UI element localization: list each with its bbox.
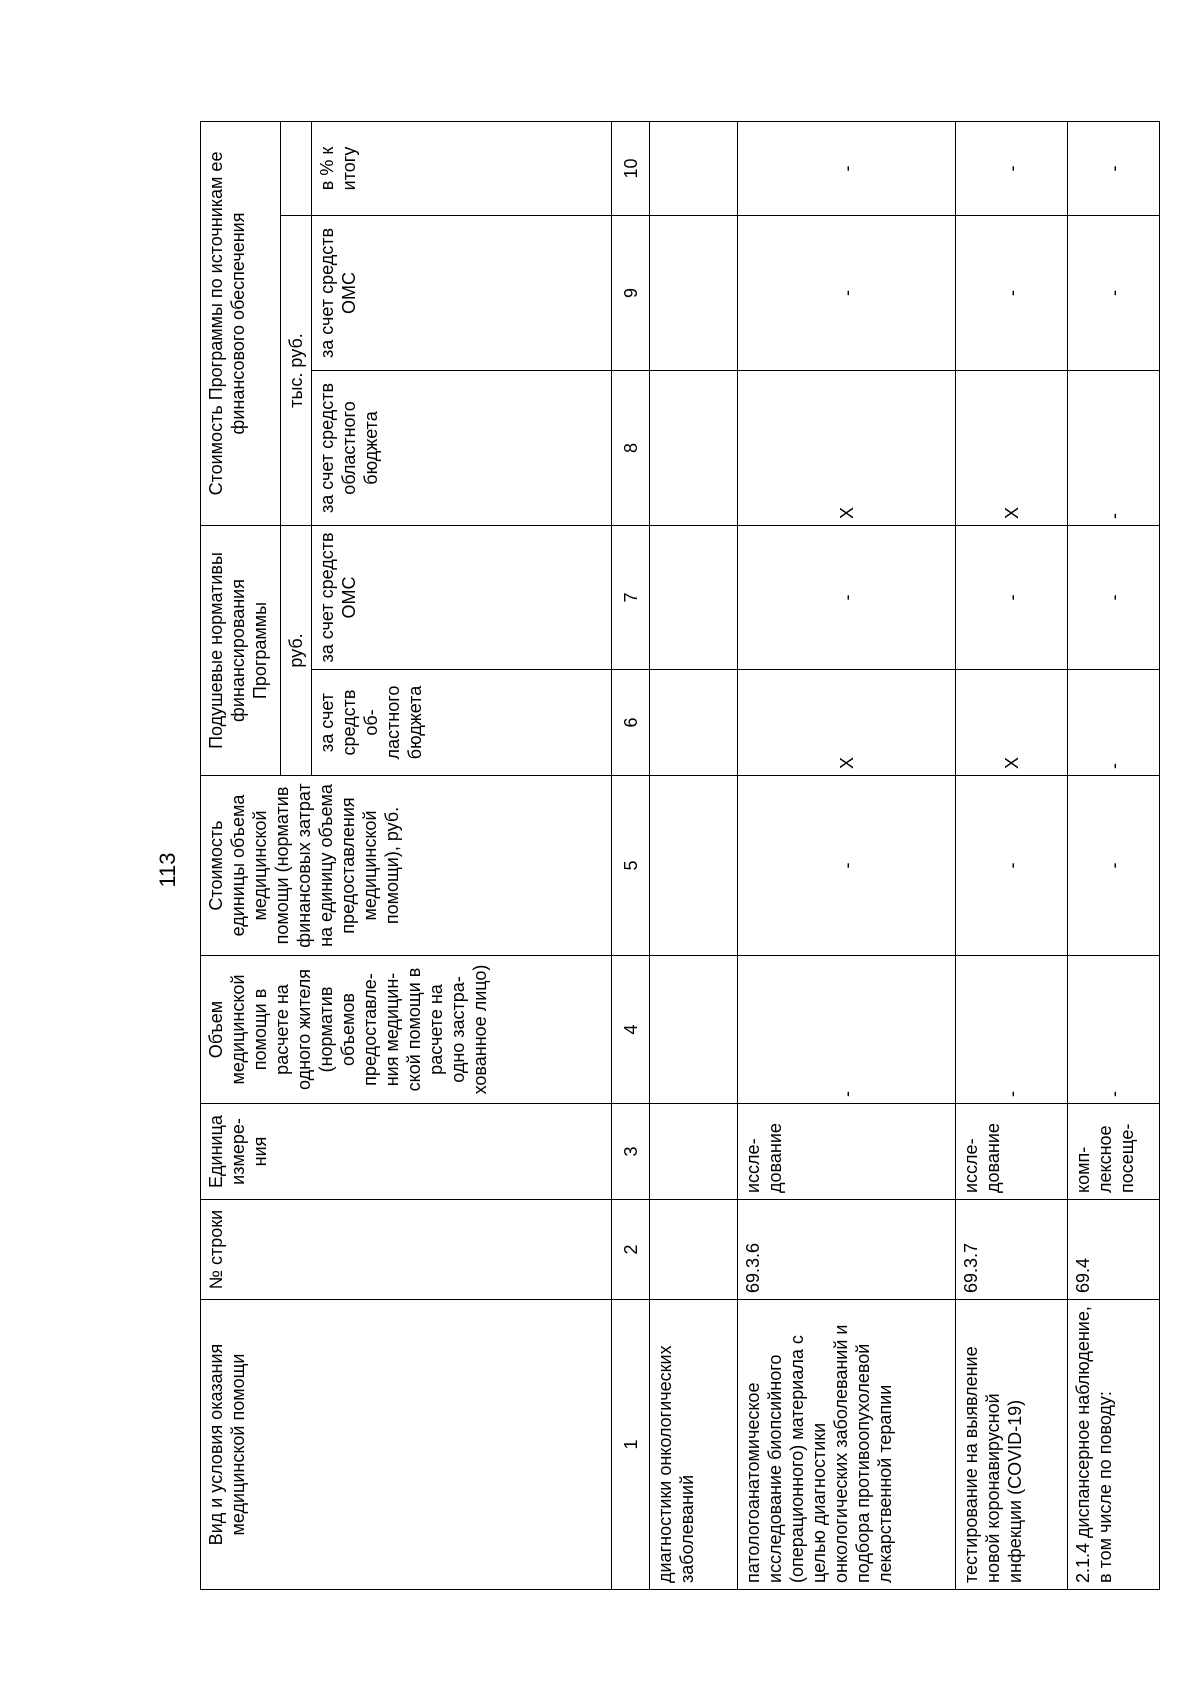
page-number: 113 xyxy=(155,852,180,888)
header-unit-thousand-rub: тыс. руб. xyxy=(281,215,312,525)
row-volume: - xyxy=(1068,956,1160,1104)
row-oms-cost: - xyxy=(956,215,1068,370)
header-percent-total: в % к итогу xyxy=(312,121,612,215)
row-unit xyxy=(650,1104,738,1200)
row-volume: - xyxy=(738,956,956,1104)
header-regional-budget-cost: за счет средств областного бюджета xyxy=(312,370,612,525)
table-row xyxy=(650,121,738,1589)
table-row xyxy=(956,121,1068,1589)
header-unit-cost: Стоимость единицы объема медицинской помощи (норматив финансовых затрат на единицу объема предоставления медицинской помощи), руб. xyxy=(201,776,612,956)
row-service-name: патологоанатомическое исследование биопсийного (операционного) материала с целью диагностики онкологических заболеваний и подбора противоопухолевой лекарственной терапии xyxy=(738,1300,956,1590)
row-oms-normative xyxy=(650,525,738,669)
row-oms-normative: - xyxy=(1068,525,1160,669)
row-unit-cost: - xyxy=(738,776,956,956)
row-unit-cost xyxy=(650,776,738,956)
row-service-name: тестирование на выявление новой коронавирусной инфекции (COVID-19) xyxy=(956,1300,1068,1590)
row-service-name: диагностики онкологических заболеваний xyxy=(650,1300,738,1590)
column-number: 8 xyxy=(612,370,650,525)
row-line-number: 69.4 xyxy=(1068,1200,1160,1300)
header-per-capita-normatives: Подушевые нормативы финансирования Программы xyxy=(201,525,281,775)
column-number: 3 xyxy=(612,1104,650,1200)
table-row xyxy=(1068,121,1160,1589)
row-volume xyxy=(650,956,738,1104)
row-unit: иссле-дование xyxy=(956,1104,1068,1200)
row-percent: - xyxy=(956,121,1068,215)
column-number: 7 xyxy=(612,525,650,669)
row-regional-normative: X xyxy=(956,670,1068,776)
header-regional-budget-normative: за счет средств об-ластного бюджета xyxy=(312,670,612,776)
row-oms-normative: - xyxy=(738,525,956,669)
row-regional-normative: X xyxy=(738,670,956,776)
row-oms-normative: - xyxy=(956,525,1068,669)
row-percent xyxy=(650,121,738,215)
row-percent: - xyxy=(1068,121,1160,215)
row-regional-cost: X xyxy=(738,370,956,525)
row-line-number: 69.3.6 xyxy=(738,1200,956,1300)
row-unit-cost: - xyxy=(1068,776,1160,956)
header-percent-blank xyxy=(281,121,312,215)
row-regional-cost: - xyxy=(1068,370,1160,525)
row-unit: иссле-дование xyxy=(738,1104,956,1200)
header-oms-cost: за счет средств ОМС xyxy=(312,215,612,370)
row-unit-cost: - xyxy=(956,776,1068,956)
column-numbers-row xyxy=(612,121,650,1589)
row-percent: - xyxy=(738,121,956,215)
column-number: 4 xyxy=(612,956,650,1104)
header-volume: Объем медицинской помощи в расчете на одного жителя (норматив объемов предоставле-ния медицин-ской помощи в расчете на одно застра-хованное лицо) xyxy=(201,956,612,1104)
column-number: 5 xyxy=(612,776,650,956)
row-regional-cost: X xyxy=(956,370,1068,525)
column-number: 2 xyxy=(612,1200,650,1300)
row-oms-cost: - xyxy=(738,215,956,370)
row-oms-cost xyxy=(650,215,738,370)
row-service-name: 2.1.4 диспансерное наблюдение, в том числе по поводу: xyxy=(1068,1300,1160,1590)
column-number: 1 xyxy=(612,1300,650,1590)
financing-table xyxy=(200,121,1160,1590)
column-number: 9 xyxy=(612,215,650,370)
row-unit: комп-лексное посеще- xyxy=(1068,1104,1160,1200)
header-line-number: № строки xyxy=(201,1200,612,1300)
row-line-number: 69.3.7 xyxy=(956,1200,1068,1300)
landscape-table-sheet xyxy=(200,122,1137,1590)
row-oms-cost: - xyxy=(1068,215,1160,370)
row-line-number xyxy=(650,1200,738,1300)
column-number: 10 xyxy=(612,121,650,215)
header-service-type: Вид и условия оказания медицинской помощи xyxy=(201,1300,612,1590)
row-regional-normative: - xyxy=(1068,670,1160,776)
row-regional-normative xyxy=(650,670,738,776)
header-unit: Единица измере-ния xyxy=(201,1104,612,1200)
row-regional-cost xyxy=(650,370,738,525)
table-row xyxy=(738,121,956,1589)
column-number: 6 xyxy=(612,670,650,776)
header-unit-rub: руб. xyxy=(281,525,312,775)
header-oms-normative: за счет средств ОМС xyxy=(312,525,612,669)
row-volume: - xyxy=(956,956,1068,1104)
header-program-cost: Стоимость Программы по источникам ее финансового обеспечения xyxy=(201,121,281,525)
